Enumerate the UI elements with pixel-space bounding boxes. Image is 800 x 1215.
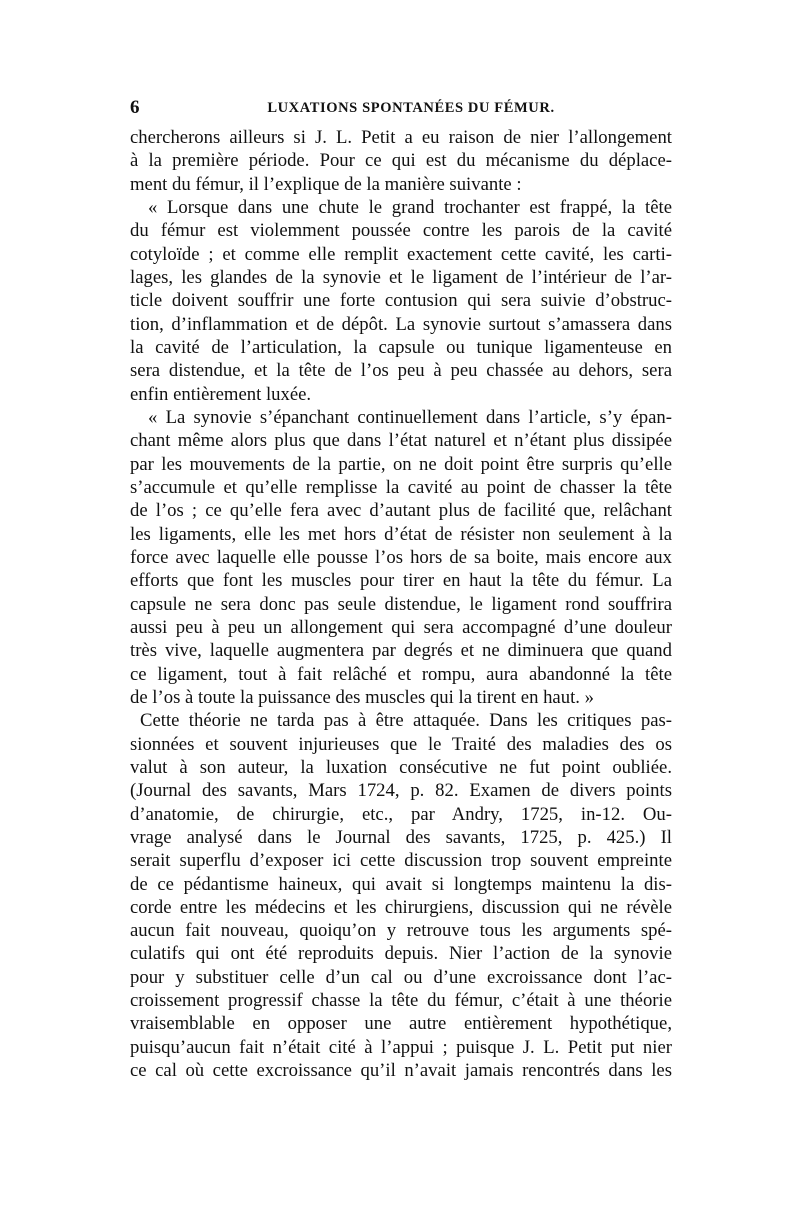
text-line: serait superflu d’exposer ici cette discussion trop souvent empreinte [130,850,672,872]
quote-line: sera distendue, et la tête de l’os peu à peu chassée au dehors, sera [130,360,672,382]
quote-line: du fémur est violemment poussée contre les parois de la cavité [130,220,672,242]
text-line: d’anatomie, de chirurgie, etc., par Andry, 1725, in-12. Ou- [130,803,672,825]
text-line: croissement progressif chasse la tête du fémur, c’était à une théorie [130,990,672,1012]
text-line: valut à son auteur, la luxation consécutive ne fut point oubliée. [130,756,672,778]
quote-line: aussi peu à peu un allongement qui sera accompagné d’une douleur [130,616,672,638]
text-line: culatifs qui ont été reproduits depuis. Nier l’action de la synovie [130,943,672,965]
quote-line: s’accumule et qu’elle remplisse la cavité au point de chasser la tête [130,476,672,498]
text-line: puisqu’aucun fait n’était cité à l’appui ; puisque J. L. Petit put nier [130,1036,672,1058]
text-line: de ce pédantisme haineux, qui avait si longtemps maintenu la dis- [130,873,672,895]
quote-line: cotyloïde ; et comme elle remplit exactement cette cavité, les carti- [130,243,672,265]
running-title: LUXATIONS SPONTANÉES DU FÉMUR. [267,100,555,116]
text-line: corde entre les médecins et les chirurgiens, discussion qui ne révèle [130,896,672,918]
text-line: ment du fémur, il l’explique de la manière suivante : [130,173,522,195]
quote-line: lages, les glandes de la synovie et le ligament de l’intérieur de l’ar- [130,266,672,288]
text-line: à la première période. Pour ce qui est du mécanisme du déplace- [130,150,672,172]
quote-line: capsule ne sera donc pas seule distendue, le ligament rond souffrira [130,593,672,615]
quote-line: les ligaments, elle les met hors d’état de résister non seulement à la [130,523,672,545]
text-line: Cette théorie ne tarda pas à être attaquée. Dans les critiques pas- [140,710,672,732]
text-line: ce cal où cette excroissance qu’il n’avait jamais rencontrés dans les [130,1060,672,1082]
text-line: vrage analysé dans le Journal des savants, 1725, p. 425.) Il [130,826,672,848]
text-line: aucun fait nouveau, quoiqu’on y retrouve tous les arguments spé- [130,920,672,942]
quote-line: force avec laquelle elle pousse l’os hors de sa boite, mais encore aux [130,546,672,568]
body-text [130,126,672,1082]
quote-line: par les mouvements de la partie, on ne doit point être surpris qu’elle [130,453,672,475]
quote-line: « Lorsque dans une chute le grand trochanter est frappé, la tête [148,196,672,218]
text-line: sionnées et souvent injurieuses que le Traité des maladies des os [130,733,672,755]
quote-line: tion, d’inflammation et de dépôt. La synovie surtout s’amassera dans [130,313,672,335]
quote-line: de l’os ; ce qu’elle fera avec d’autant plus de facilité que, relâchant [130,500,672,522]
quote-line: efforts que font les muscles pour tirer en haut la tête du fémur. La [130,570,672,592]
quote-line: très vive, laquelle augmentera par degrés et ne diminuera que quand [130,640,672,662]
text-line: (Journal des savants, Mars 1724, p. 82. Examen de divers points [130,780,672,802]
quote-line: « La synovie s’épanchant continuellement dans l’article, s’y épan- [148,406,672,428]
quote-line: chant même alors plus que dans l’état naturel et n’étant plus dissipée [130,430,672,452]
quote-line: de l’os à toute la puissance des muscles qui la tirent en haut. » [130,686,594,708]
quote-line: la cavité de l’articulation, la capsule ou tunique ligamenteuse en [130,336,672,358]
quote-line: enfin entièrement luxée. [130,383,312,405]
quote-line: ce ligament, tout à fait relâché et rompu, aura abandonné la tête [130,663,672,685]
page-header [130,97,672,121]
page-number: 6 [130,97,140,118]
text-line: vraisemblable en opposer une autre entièrement hypothétique, [130,1013,672,1035]
quote-line: ticle doivent souffrir une forte contusion qui sera suivie d’obstruc- [130,290,672,312]
text-line: chercherons ailleurs si J. L. Petit a eu raison de nier l’allongement [130,127,672,148]
text-line: pour y substituer celle d’un cal ou d’une excroissance dont l’ac- [130,966,672,988]
